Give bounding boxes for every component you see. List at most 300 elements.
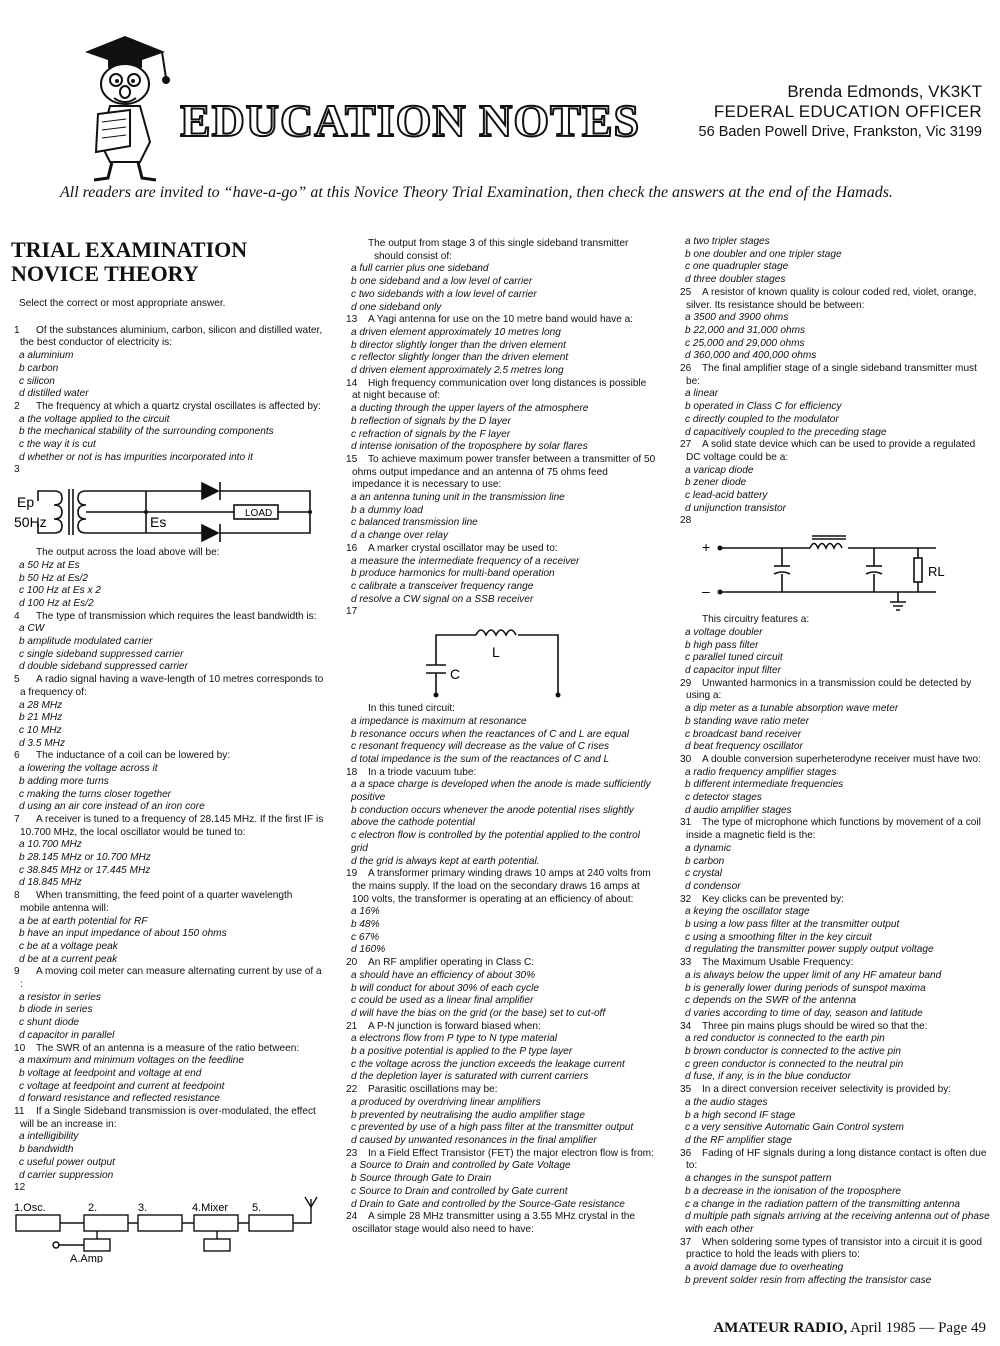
question-text: In a triode vacuum tube: — [368, 766, 477, 778]
exam-title — [11, 238, 324, 286]
question-12 — [14, 1182, 324, 1263]
question-stem — [14, 674, 324, 699]
question-16 — [346, 543, 656, 607]
answer-option: c voltage at feedpoint and current at feedpoint — [19, 1080, 225, 1092]
column-2 — [346, 238, 656, 1237]
question-text: The type of microphone which functions by movement of a coil inside a magnetic field is the: — [686, 817, 981, 842]
question-number: 32 — [680, 893, 692, 905]
author-name: Brenda Edmonds, VK3KT — [787, 82, 982, 101]
answer-option: d carrier suppression — [19, 1169, 114, 1181]
question-stem — [346, 767, 656, 780]
answer-option: c Source to Drain and controlled by Gate current — [351, 1185, 568, 1197]
question-stem — [680, 957, 990, 970]
answer-option: b will conduct for about 30% of each cycle — [351, 982, 539, 994]
answer-option: d 18.845 MHz — [19, 877, 82, 889]
answer-option: a an antenna tuning unit in the transmission line — [351, 492, 565, 504]
question-stem — [346, 543, 656, 556]
question-stem — [680, 754, 990, 767]
answer-option: d audio amplifier stages — [685, 804, 792, 816]
question-stem — [14, 611, 324, 624]
answer-option: a the audio stages — [685, 1096, 768, 1108]
question-13 — [346, 314, 656, 378]
answer-option: b one doubler and one tripler stage — [685, 248, 842, 260]
fig-q12-b1: 1.Osc. — [14, 1202, 46, 1214]
answer-option: d 160% — [351, 944, 386, 956]
question-number: 18 — [346, 766, 358, 778]
answer-option: b carbon — [19, 362, 59, 374]
answer-option: d varies according to time of day, season and latitude — [685, 1007, 923, 1019]
answer-option: c balanced transmission line — [351, 517, 478, 529]
fig-q17-l: L — [492, 644, 500, 661]
answer-option: a 10.700 MHz — [19, 839, 82, 851]
question-14 — [346, 378, 656, 454]
answer-option: d fuse, if any, is in the blue conductor — [685, 1071, 851, 1083]
page-footer — [713, 1320, 986, 1337]
question-number: 9 — [14, 966, 20, 978]
question-text: The final amplifier stage of a single sideband transmitter must be: — [686, 363, 977, 387]
question-number: 26 — [680, 363, 692, 375]
question-number: 20 — [346, 957, 358, 969]
question-37 — [680, 1237, 990, 1288]
question-number: 36 — [680, 1147, 692, 1159]
answer-option: b adding more turns — [19, 775, 109, 787]
answer-option: c the way it is cut — [19, 439, 96, 451]
answer-option: d the depletion layer is saturated with current carriers — [351, 1071, 589, 1083]
question-text: A resistor of known quality is colour coded red, violet, orange, silver. Its resistance should be between: — [686, 286, 977, 311]
question-30 — [680, 754, 990, 818]
question-text: A marker crystal oscillator may be used to: — [368, 542, 558, 554]
question-text: Parasitic oscillations may be: — [368, 1084, 498, 1096]
answer-option: c a change in the radiation pattern of the transmitting antenna — [685, 1198, 960, 1210]
question-text: The frequency at which a quartz crystal oscillates is affected by: — [36, 400, 321, 412]
fig-q12-b5: 5. — [252, 1202, 262, 1214]
question-36 — [680, 1148, 990, 1237]
answer-option: c 100 Hz at Es x 2 — [19, 585, 101, 597]
answer-option: d 100 Hz at Es/2 — [19, 597, 94, 609]
answer-option: a 3500 and 3900 ohms — [685, 312, 789, 324]
question-19 — [346, 868, 656, 957]
answer-option: a maximum and minimum voltages on the feedline — [19, 1055, 244, 1067]
fig-q12-b4: 4.Mixer — [192, 1202, 229, 1214]
answer-option: b 28.145 MHz or 10.700 MHz — [19, 852, 151, 864]
question-stem — [14, 547, 324, 560]
question-stem — [680, 1021, 990, 1034]
answer-option: c 25,000 and 29,000 ohms — [685, 337, 805, 349]
question-stem — [680, 1237, 990, 1262]
question-stem — [14, 814, 324, 839]
page-title-text: EDUCATION NOTES — [180, 95, 640, 146]
answer-option: d multiple path signals arriving at the receiving antenna out of phase with each other — [685, 1211, 990, 1235]
answer-option: c using a smoothing filter in the key circuit — [685, 931, 872, 943]
answer-option: b amplitude modulated carrier — [19, 636, 153, 648]
answer-option: d capacitor input filter — [685, 664, 781, 676]
question-text: A receiver is tuned to a frequency of 28.145 MHz. If the first IF is 10.700 MHz, the local oscillator would be tuned to: — [20, 813, 324, 838]
answer-option: b produce harmonics for multi-band operation — [351, 568, 555, 580]
question-number: 4 — [14, 610, 20, 622]
question-stem — [346, 957, 656, 970]
answer-option: d using an air core instead of an iron core — [19, 801, 205, 813]
answer-option: a radio frequency amplifier stages — [685, 766, 837, 778]
question-number: 34 — [680, 1020, 692, 1032]
answer-option: c prevented by use of a high pass filter at the transmitter output — [351, 1122, 634, 1134]
answer-option: a changes in the sunspot pattern — [685, 1173, 832, 1185]
answer-option: c making the turns closer together — [19, 788, 172, 800]
answer-option: a the voltage applied to the circuit — [19, 413, 170, 425]
question-stem — [346, 314, 656, 327]
question-stem — [14, 750, 324, 763]
answer-option: a red conductor is connected to the earth pin — [685, 1033, 885, 1045]
question-stem — [680, 614, 990, 627]
answer-option: d whether or not is has impurities incorporated into it — [19, 451, 253, 463]
question-stem — [680, 439, 990, 464]
question-stem — [14, 401, 324, 414]
answer-option: c one quadrupler stage — [685, 261, 789, 273]
question-number: 28 — [680, 515, 692, 527]
answer-option: d caused by unwanted resonances in the final amplifier — [351, 1135, 597, 1146]
answer-option: b zener diode — [685, 477, 747, 489]
question-number: 12 — [14, 1182, 26, 1194]
answer-option: b have an input impedance of about 150 ohms — [19, 928, 227, 940]
answer-option: b 22,000 and 31,000 ohms — [685, 324, 806, 336]
answer-option: a should have an efficiency of about 30% — [351, 969, 536, 981]
question-text: The Maximum Usable Frequency: — [702, 957, 854, 969]
question-number: 14 — [346, 377, 358, 389]
question-stem — [680, 1084, 990, 1097]
answer-option: d regulating the transmitter power supply output voltage — [685, 944, 934, 956]
question-text: The type of transmission which requires the least bandwidth is: — [36, 610, 317, 622]
question-text: Of the substances aluminium, carbon, silicon and distilled water, the best conductor of electricity is: — [20, 324, 323, 349]
answer-option: b Source through Gate to Drain — [351, 1173, 492, 1185]
answer-option: b reflection of signals by the D layer — [351, 415, 511, 427]
question-number: 19 — [346, 868, 358, 880]
question-stem — [346, 868, 656, 906]
question-number: 11 — [14, 1106, 25, 1118]
fig-q3-es: Es — [150, 514, 167, 531]
question-number: 1 — [14, 324, 20, 336]
answer-option: a voltage doubler — [685, 626, 763, 638]
answer-option: a resistor in series — [19, 991, 101, 1003]
exam-instruction: Select the correct or most appropriate answer. — [19, 298, 226, 309]
question-text: A simple 28 MHz transmitter using a 3.55 MHz crystal in the oscillator stage would also need to have: — [352, 1211, 636, 1235]
question-26 — [680, 363, 990, 439]
answer-option: d unijunction transistor — [685, 502, 786, 514]
answer-option: c detector stages — [685, 792, 762, 804]
question-1 — [14, 325, 324, 401]
answer-option: b a positive potential is applied to the P type layer — [351, 1046, 573, 1058]
answer-option: a measure the intermediate frequency of a receiver — [351, 555, 580, 567]
question-text: A P-N junction is forward biased when: — [368, 1020, 541, 1032]
answer-option: d capacitor in parallel — [19, 1029, 115, 1041]
answer-option: b one sideband and a low level of carrier — [351, 276, 533, 288]
answer-option: d capacitively coupled to the preceding stage — [685, 426, 887, 438]
answer-option: b conduction occurs whenever the anode potential rises slightly above the cathode potential — [351, 804, 634, 829]
question-text: A Yagi antenna for use on the 10 metre band would have a: — [368, 314, 634, 326]
question-text: A double conversion superheterodyne receiver must have two: — [702, 753, 981, 765]
question-stem — [346, 238, 656, 263]
figure-q28-filter — [680, 528, 985, 614]
answer-option: b the mechanical stability of the surrounding components — [19, 426, 274, 438]
answer-option: b operated in Class C for efficiency — [685, 401, 842, 413]
answer-option: b voltage at feedpoint and voltage at end — [19, 1067, 202, 1079]
exam-title-line-1: TRIAL EXAMINATION — [11, 237, 248, 262]
question-stem — [346, 378, 656, 403]
answer-option: a produced by overdriving linear amplifiers — [351, 1096, 541, 1108]
answer-option: c single sideband suppressed carrier — [19, 648, 184, 660]
fig-q12-amp: A.Amp — [70, 1253, 104, 1263]
issue-page: April 1985 — Page 49 — [850, 1320, 986, 1336]
answer-option: d 3.5 MHz — [19, 737, 65, 749]
question-number: 35 — [680, 1084, 692, 1096]
answer-option: d distilled water — [19, 388, 89, 400]
fig-q12-b2: 2. — [88, 1202, 98, 1214]
answer-option: c broadcast band receiver — [685, 728, 802, 740]
question-stem — [346, 1211, 656, 1236]
answer-option: c two sidebands with a low level of carrier — [351, 288, 537, 300]
answer-option: b different intermediate frequencies — [685, 779, 844, 791]
answer-option: a aluminium — [19, 350, 74, 362]
question-34 — [680, 1021, 990, 1085]
answer-option: b prevented by neutralising the audio amplifier stage — [351, 1109, 585, 1121]
answer-option: d the RF amplifier stage — [685, 1135, 792, 1146]
question-number: 8 — [14, 890, 20, 902]
fig-q3-ep: Ep — [17, 494, 35, 511]
answer-option: a dip meter as a tunable absorption wave meter — [685, 703, 899, 715]
answer-option: b a high second IF stage — [685, 1109, 796, 1121]
question-text: Key clicks can be prevented by: — [702, 893, 844, 905]
answer-option: c reflector slightly longer than the driven element — [351, 352, 569, 364]
question-text: This circuitry features a: — [702, 614, 810, 626]
question-list-3 — [680, 236, 990, 1287]
question-text: Three pin mains plugs should be wired so that the: — [702, 1020, 928, 1032]
question-32 — [680, 894, 990, 958]
answer-option: b director slightly longer than the driven element — [351, 339, 566, 351]
answer-option: c resonant frequency will decrease as the value of C rises — [351, 741, 610, 753]
answer-option: b 21 MHz — [19, 712, 63, 724]
question-4 — [14, 611, 324, 675]
question-6 — [14, 750, 324, 814]
question-20 — [346, 957, 656, 1021]
question-text: In a Field Effect Transistor (FET) the major electron flow is from: — [368, 1147, 654, 1159]
question-text: Fading of HF signals during a long distance contact is often due to: — [686, 1147, 987, 1172]
answer-option: a CW — [19, 623, 45, 635]
answer-option: d will have the bias on the grid (or the base) set to cut-off — [351, 1007, 606, 1019]
question-25 — [680, 287, 990, 363]
question-text: A solid state device which can be used to provide a regulated DC voltage could be a: — [686, 439, 976, 463]
question-number: 7 — [14, 813, 20, 825]
answer-option: b carbon — [685, 855, 725, 867]
answer-option: a impedance is maximum at resonance — [351, 715, 527, 727]
intro-text: All readers are invited to “have-a-go” at this Novice Theory Trial Examination, then check the answers at the end of the Hamads. — [60, 184, 893, 201]
question-number: 5 — [14, 674, 20, 686]
question-stem — [14, 1106, 324, 1131]
question-list-1 — [14, 325, 324, 1263]
column-1 — [11, 237, 324, 1263]
question-17 — [346, 606, 656, 766]
answer-option: d the grid is always kept at earth potential. — [351, 855, 540, 867]
answer-option: b high pass filter — [685, 639, 759, 651]
mascot-illustration — [70, 22, 180, 182]
question-number: 17 — [346, 606, 358, 618]
answer-option: a full carrier plus one sideband — [351, 263, 489, 275]
answer-option: b 50 Hz at Es/2 — [19, 572, 89, 584]
answer-option: a linear — [685, 388, 719, 400]
question-7 — [14, 814, 324, 890]
figure-q3-rectifier — [14, 477, 319, 547]
answer-option: a driven element approximately 10 metres long — [351, 326, 561, 338]
question-text: A radio signal having a wave-length of 10 metres corresponds to a frequency of: — [20, 674, 324, 698]
answer-option: c 10 MHz — [19, 724, 62, 736]
answer-option: a dynamic — [685, 842, 732, 854]
question-text: Unwanted harmonics in a transmission could be detected by using a: — [686, 677, 972, 702]
question-text: In a direct conversion receiver selectivity is provided by: — [702, 1084, 952, 1096]
question-number: 33 — [680, 957, 692, 969]
question-31 — [680, 817, 990, 893]
question-number: 24 — [346, 1211, 358, 1223]
question-stem — [14, 890, 324, 915]
author-address: 56 Baden Powell Drive, Frankston, Vic 3199 — [698, 124, 982, 140]
answer-option: a intelligibility — [19, 1131, 79, 1143]
answer-option: b standing wave ratio meter — [685, 715, 809, 727]
question-text: When transmitting, the feed point of a quarter wavelength mobile antenna will: — [20, 890, 293, 914]
answer-option: b a dummy load — [351, 504, 423, 516]
answer-option: c silicon — [19, 375, 55, 387]
answer-option: b 48% — [351, 919, 380, 931]
answer-option: d be at a current peak — [19, 953, 118, 965]
answer-option: a electrons flow from P type to N type material — [351, 1033, 558, 1045]
question-number: 2 — [14, 400, 20, 412]
question-stem — [680, 1148, 990, 1173]
answer-option: a 16% — [351, 906, 380, 918]
question-text: A transformer primary winding draws 10 amps at 240 volts from the mains supply. If the load on the secondary draws 16 amps at 100 volts, the transformer is operating at an efficiency of about: — [352, 868, 651, 905]
fig-q28-minus: – — [702, 583, 710, 600]
answer-option: b resonance occurs when the reactances of C and L are equal — [351, 728, 630, 740]
question-text: The SWR of an antenna is a measure of the ratio between: — [36, 1042, 300, 1054]
magazine-name: AMATEUR RADIO, — [713, 1320, 848, 1336]
question-stem — [680, 287, 990, 312]
answer-option: c shunt diode — [19, 1017, 80, 1029]
answer-option: d 360,000 and 400,000 ohms — [685, 350, 817, 362]
answer-option: c refraction of signals by the F layer — [351, 428, 511, 440]
answer-option: c could be used as a linear final amplifier — [351, 995, 534, 1007]
fig-q17-c: C — [450, 666, 461, 683]
answer-option: d Drain to Gate and controlled by the Source-Gate resistance — [351, 1198, 625, 1210]
question-number: 31 — [680, 817, 692, 829]
fig-q3-load: LOAD — [245, 508, 273, 520]
answer-option: b diode in series — [19, 1004, 93, 1016]
question-22 — [346, 1084, 656, 1148]
figure-q17-tuned-circuit — [346, 619, 651, 703]
answer-option: d driven element approximately 2.5 metres long — [351, 365, 564, 377]
page-title — [180, 88, 640, 148]
answer-option: d resolve a CW signal on a SSB receiver — [351, 593, 534, 605]
answer-option: d condensor — [685, 880, 741, 892]
question-number: 29 — [680, 677, 692, 689]
question-col3-cont — [680, 236, 990, 287]
answer-option: b is generally lower during periods of sunspot maxima — [685, 982, 926, 994]
question-stem — [346, 454, 656, 492]
question-stem — [14, 1043, 324, 1056]
answer-option: c be at a voltage peak — [19, 940, 118, 952]
answer-option: d total impedance is the sum of the reactances of C and L — [351, 753, 610, 765]
question-list-2 — [346, 238, 656, 1237]
question-9 — [14, 966, 324, 1042]
question-number: 16 — [346, 542, 358, 554]
author-office: FEDERAL EDUCATION OFFICER — [713, 102, 982, 121]
question-3 — [14, 464, 324, 610]
question-stem — [346, 1021, 656, 1034]
author-block — [699, 82, 982, 142]
question-stem — [346, 1084, 656, 1097]
question-text: The output from stage 3 of this single sideband transmitter should consist of: — [368, 238, 629, 262]
question-10 — [14, 1043, 324, 1107]
question-27 — [680, 439, 990, 515]
answer-option: d intense ionisation of the troposphere by solar flares — [351, 441, 588, 453]
question-stem — [14, 325, 324, 350]
answer-option: a a space charge is developed when the anode is made sufficiently positive — [351, 779, 651, 804]
question-text: High frequency communication over long distances is possible at night because of: — [352, 377, 647, 402]
question-24 — [346, 1211, 656, 1236]
question-23 — [346, 1148, 656, 1212]
answer-option: b a decrease in the ionisation of the troposphere — [685, 1185, 902, 1197]
question-number: 10 — [14, 1042, 26, 1054]
question-text: The inductance of a coil can be lowered by: — [36, 750, 231, 762]
answer-option: d beat frequency oscillator — [685, 741, 803, 753]
answer-option: a ducting through the upper layers of the atmosphere — [351, 403, 589, 415]
answer-option: a 28 MHz — [19, 699, 63, 711]
question-col2-cont — [346, 238, 656, 314]
question-21 — [346, 1021, 656, 1085]
question-number: 3 — [14, 464, 20, 476]
answer-option: b brown conductor is connected to the active pin — [685, 1046, 902, 1058]
question-stem — [680, 678, 990, 703]
question-text: When soldering some types of transistor into a circuit it is good practice to hold the leads with pliers to: — [686, 1236, 982, 1261]
answer-option: a 50 Hz at Es — [19, 559, 80, 571]
question-stem — [14, 966, 324, 991]
question-number: 21 — [346, 1020, 358, 1032]
answer-option: a Source to Drain and controlled by Gate Voltage — [351, 1160, 571, 1172]
question-8 — [14, 890, 324, 966]
question-number: 22 — [346, 1084, 358, 1096]
question-33 — [680, 957, 990, 1021]
answer-option: a lowering the voltage across it — [19, 763, 158, 775]
question-29 — [680, 678, 990, 754]
answer-option: c electron flow is controlled by the potential applied to the control grid — [351, 830, 640, 854]
answer-option: c 38.845 MHz or 17.445 MHz — [19, 864, 151, 876]
question-number: 6 — [14, 750, 20, 762]
answer-option: c directly coupled to the modulator — [685, 413, 839, 425]
fig-q28-plus: + — [702, 539, 711, 556]
answer-option: b bandwidth — [19, 1144, 74, 1156]
answer-option: c 67% — [351, 931, 380, 943]
answer-option: c crystal — [685, 868, 723, 880]
question-text: If a Single Sideband transmission is over-modulated, the effect will be an increase in: — [20, 1106, 316, 1130]
question-18 — [346, 767, 656, 869]
question-5 — [14, 674, 324, 750]
question-number: 13 — [346, 314, 358, 326]
question-28 — [680, 515, 990, 677]
question-text: To achieve maximum power transfer between a transmitter of 50 ohms output impedance and an antenna of 75 ohms feed impedance it is necessary to use: — [352, 453, 656, 491]
figure-q12-block-diagram — [14, 1195, 324, 1263]
question-stem — [680, 817, 990, 842]
question-number: 37 — [680, 1236, 692, 1248]
answer-option: c lead-acid battery — [685, 490, 768, 502]
question-number: 23 — [346, 1147, 358, 1159]
fig-q12-b3: 3. — [138, 1202, 148, 1214]
fig-q28-rl: RL — [928, 564, 945, 580]
question-15 — [346, 454, 656, 543]
question-2 — [14, 401, 324, 465]
answer-option: a be at earth potential for RF — [19, 915, 148, 927]
